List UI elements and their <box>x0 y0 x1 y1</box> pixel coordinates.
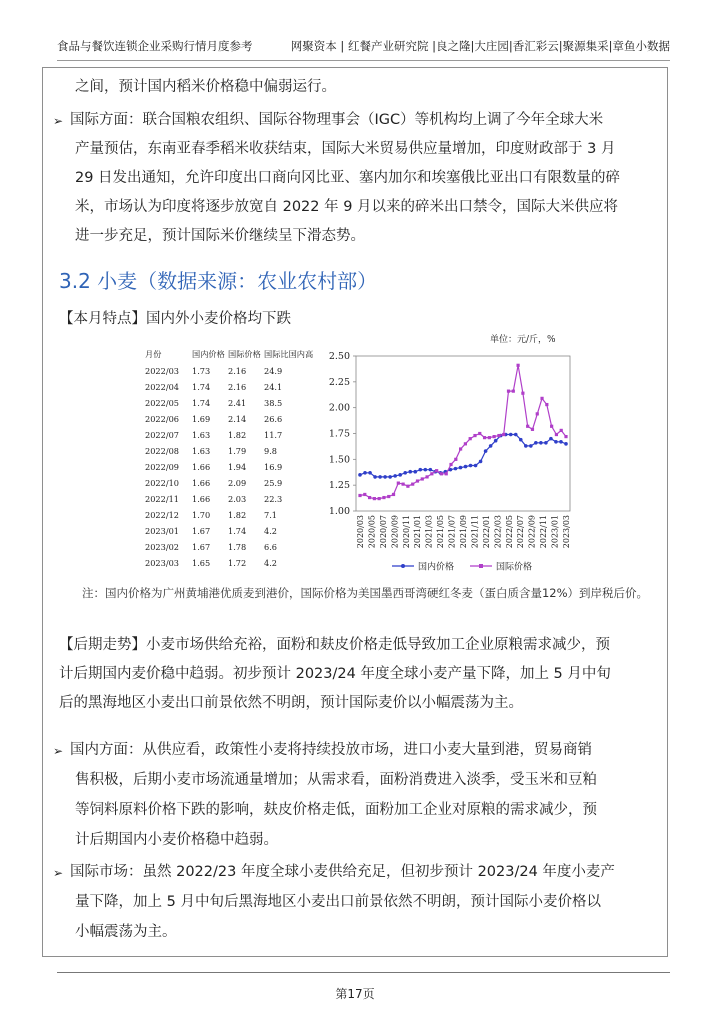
table-cell: 2.41 <box>228 398 247 408</box>
y-tick-label: 1.75 <box>328 428 350 440</box>
table-row <box>145 523 314 539</box>
table-cell: 2022/09 <box>145 462 180 472</box>
data-point <box>521 392 524 395</box>
table-cell: 2023/03 <box>145 558 180 568</box>
international-line-3: 小幅震荡为主。 <box>75 924 177 940</box>
table-cell: 1.79 <box>228 446 247 456</box>
data-point <box>421 477 424 480</box>
table-cell: 24.9 <box>264 366 283 376</box>
table-cell: 7.1 <box>264 510 278 520</box>
table-cell: 2023/01 <box>145 526 180 536</box>
outlook-line-2: 计后期国内麦价稳中趋弱。初步预计 2023/24 年度全球小麦产量下降，加上 5 月中旬 <box>59 666 611 682</box>
x-tick-label: 2022/09 <box>527 515 537 549</box>
data-point <box>406 485 409 488</box>
table-cell: 2022/11 <box>145 494 180 504</box>
table-cell: 16.9 <box>264 462 283 472</box>
data-point <box>524 444 528 448</box>
table-cell: 2022/03 <box>145 366 180 376</box>
data-point <box>564 435 567 438</box>
x-tick-label: 2020/09 <box>390 515 400 549</box>
data-point <box>368 496 371 499</box>
table-cell: 26.6 <box>264 414 283 424</box>
outlook-line-1: 【后期走势】小麦市场供给充裕，面粉和麸皮价格走低导致加工企业原粮需求减少，预 <box>59 637 610 653</box>
plot-area <box>356 356 570 511</box>
table-cell: 1.78 <box>228 542 247 552</box>
table-cell: 2022/06 <box>145 414 180 424</box>
table-cell: 24.1 <box>264 382 283 392</box>
international-line-2: 量下降，加上 5 月中旬后黑海地区小麦出口前景依然不明朗，预计国际小麦价格以 <box>75 894 601 910</box>
data-point <box>358 494 361 497</box>
table-cell: 2022/10 <box>145 478 180 488</box>
x-tick-label: 2020/03 <box>356 515 365 549</box>
x-tick-label: 2023/01 <box>550 515 560 549</box>
data-point <box>425 475 428 478</box>
data-point <box>529 444 533 448</box>
section-title: 3.2 小麦（数据来源：农业农村部） <box>59 269 378 293</box>
table-cell: 11.7 <box>264 430 283 440</box>
data-point <box>549 437 553 441</box>
table-cell: 2.16 <box>228 366 247 376</box>
data-point <box>519 438 523 442</box>
data-point <box>539 441 543 445</box>
intl-rice-line-2: 产量预估，东南亚春季稻米收获结束，国际大米贸易供应量增加，印度财政部于 3 月 <box>75 141 616 157</box>
data-point <box>540 397 543 400</box>
data-point <box>398 473 402 477</box>
outlook-line-3: 后的黑海地区小麦出口前景依然不明朗，预计国际麦价以小幅震荡为主。 <box>59 695 523 711</box>
data-point <box>378 475 382 479</box>
data-point <box>418 468 422 472</box>
x-tick-label: 2021/09 <box>459 515 468 549</box>
data-point <box>388 475 392 479</box>
table-cell: 6.6 <box>264 542 278 552</box>
data-point <box>478 432 481 435</box>
data-point <box>464 465 468 469</box>
bullet-icon: ➢ <box>53 866 64 880</box>
data-point <box>464 442 467 445</box>
page-number: 第17页 <box>335 987 375 1001</box>
table-cell: 1.74 <box>192 398 211 408</box>
header-right: 网聚资本 | 红餐产业研究院 |良之隆|大庄园|香汇彩云|聚源集采|章鱼小数据 <box>290 39 670 53</box>
x-tick-label: 2022/11 <box>539 515 549 549</box>
table-cell: 1.74 <box>192 382 211 392</box>
data-point <box>416 479 419 482</box>
x-tick-label: 2023/03 <box>562 515 571 549</box>
table-cell: 1.82 <box>228 430 247 440</box>
data-point <box>534 441 538 445</box>
table-row <box>145 475 314 491</box>
data-point <box>531 428 534 431</box>
data-point <box>473 434 476 437</box>
data-point <box>507 390 510 393</box>
x-tick-label: 2020/11 <box>401 515 411 549</box>
table-cell: 1.69 <box>192 414 211 424</box>
wheat-price-chart <box>320 340 580 578</box>
x-tick-label: 2020/07 <box>378 515 388 549</box>
table-row <box>145 443 314 459</box>
rice-domestic-tail: 之间，预计国内稻米价格稳中偏弱运行。 <box>75 79 336 95</box>
data-point <box>440 472 443 475</box>
legend-label: 国内价格 <box>418 562 455 573</box>
table-cell: 25.9 <box>264 478 283 488</box>
table-cell: 2.03 <box>228 494 247 504</box>
x-tick-label: 2022/05 <box>504 515 514 549</box>
data-point <box>564 442 568 446</box>
table-cell: 1.66 <box>192 462 211 472</box>
table-header-domestic: 国内价格 <box>192 348 225 359</box>
data-point <box>479 460 483 464</box>
data-point <box>560 429 563 432</box>
table-cell: 2.16 <box>228 382 247 392</box>
data-point <box>474 464 478 468</box>
data-point <box>526 425 529 428</box>
y-tick-label: 1.25 <box>328 480 350 492</box>
header-divider <box>57 60 670 61</box>
table-cell: 1.94 <box>228 462 247 472</box>
month-feature: 【本月特点】国内外小麦价格均下跌 <box>59 311 291 327</box>
legend-label: 国际价格 <box>496 562 533 573</box>
data-point <box>368 471 372 475</box>
data-point <box>459 466 463 470</box>
table-cell: 1.65 <box>192 558 211 568</box>
x-tick-label: 2021/03 <box>424 515 434 549</box>
data-point <box>494 439 498 443</box>
data-point <box>445 472 448 475</box>
data-point <box>459 447 462 450</box>
data-point <box>449 463 452 466</box>
y-tick-label: 1.50 <box>328 454 350 466</box>
international-line-1: 国际市场：虽然 2022/23 年度全球小麦供给充足，但初步预计 2023/24 年度小麦产 <box>70 864 615 880</box>
x-tick-label: 2022/07 <box>516 515 526 549</box>
data-point <box>536 412 539 415</box>
domestic-line-4: 计后期国内小麦价格稳中趋弱。 <box>75 832 278 848</box>
data-point <box>493 435 496 438</box>
data-point <box>393 474 397 478</box>
data-point <box>402 483 405 486</box>
table-cell: 1.73 <box>192 366 211 376</box>
data-point <box>545 403 548 406</box>
table-cell: 2022/12 <box>145 510 180 520</box>
domestic-line-3: 等饲料原料价格下跌的影响，麸皮价格走低，面粉加工企业对原粮的需求减少，预 <box>75 802 597 818</box>
footer-divider <box>57 972 670 973</box>
table-cell: 2022/04 <box>145 382 180 392</box>
data-point <box>373 497 376 500</box>
data-point <box>483 436 486 439</box>
data-point <box>430 472 433 475</box>
table-cell: 2.14 <box>228 414 247 424</box>
intl-rice-line-3: 29 日发出通知，允许印度出口商向冈比亚、塞内加尔和埃塞俄比亚出口有限数量的碎 <box>75 170 621 186</box>
data-point <box>358 473 362 477</box>
legend-marker <box>401 564 405 568</box>
data-point <box>516 364 519 367</box>
table-cell: 1.70 <box>192 510 211 520</box>
table-cell: 1.67 <box>192 526 211 536</box>
y-tick-label: 2.50 <box>328 351 350 362</box>
series-line-1 <box>360 365 566 498</box>
data-point <box>555 433 558 436</box>
data-point <box>403 471 407 475</box>
x-tick-label: 2020/05 <box>367 515 377 549</box>
table-cell: 1.66 <box>192 478 211 488</box>
data-point <box>544 441 548 445</box>
data-point <box>484 449 488 453</box>
data-point <box>502 433 505 436</box>
table-cell: 9.8 <box>264 446 278 456</box>
data-point <box>512 390 515 393</box>
bullet-icon: ➢ <box>53 744 64 758</box>
table-cell: 1.67 <box>192 542 211 552</box>
y-tick-label: 2.00 <box>328 402 350 414</box>
table-row <box>145 491 314 507</box>
series-line-0 <box>360 435 566 477</box>
x-tick-label: 2021/07 <box>447 515 457 549</box>
x-tick-label: 2021/11 <box>470 515 480 549</box>
header-left: 食品与餐饮连锁企业采购行情月度参考 <box>57 39 253 53</box>
chart-note: 注：国内价格为广州黄埔港优质麦到港价，国际价格为美国墨西哥湾硬红冬麦（蛋白质含量12%）到岸税后价。 <box>82 586 649 600</box>
data-point <box>489 444 493 448</box>
intl-rice-line-4: 米，市场认为印度将逐步放宽自 2022 年 9 月以来的碎米出口禁令，国际大米供应将 <box>75 199 619 215</box>
table-cell: 1.66 <box>192 494 211 504</box>
table-row <box>145 427 314 443</box>
data-point <box>363 471 367 475</box>
data-point <box>424 468 428 472</box>
data-point <box>387 495 390 498</box>
x-tick-label: 2021/05 <box>436 515 446 549</box>
table-row <box>145 411 314 427</box>
data-point <box>559 440 563 444</box>
table-cell: 38.5 <box>264 398 283 408</box>
domestic-line-2: 售积极，后期小麦市场流通量增加；从需求看，面粉消费进入淡季，受玉米和豆粕 <box>75 772 597 788</box>
data-point <box>550 425 553 428</box>
data-point <box>514 433 518 437</box>
intl-rice-line-1: 国际方面：联合国粮农组织、国际谷物理事会（IGC）等机构均上调了今年全球大米 <box>70 112 604 128</box>
table-row <box>145 363 314 379</box>
table-header-diff: 国际比国内高 <box>264 348 314 359</box>
table-row <box>145 539 314 555</box>
x-tick-label: 2021/01 <box>413 515 423 549</box>
intl-rice-line-5: 进一步充足，预计国际米价继续呈下滑态势。 <box>75 228 365 244</box>
data-point <box>392 493 395 496</box>
data-point <box>509 433 513 437</box>
data-point <box>363 493 366 496</box>
table-cell: 1.72 <box>228 558 247 568</box>
data-point <box>383 475 387 479</box>
table-cell: 1.74 <box>228 526 247 536</box>
data-point <box>497 434 500 437</box>
data-point <box>413 470 417 474</box>
data-point <box>469 437 472 440</box>
table-row <box>145 459 314 475</box>
data-point <box>378 497 381 500</box>
data-point <box>554 440 558 444</box>
table-cell: 1.63 <box>192 446 211 456</box>
y-tick-label: 1.00 <box>328 506 350 517</box>
table-cell: 22.3 <box>264 494 283 504</box>
table-cell: 2022/07 <box>145 430 180 440</box>
y-tick-label: 2.25 <box>328 376 350 388</box>
table-cell: 2022/08 <box>145 446 180 456</box>
data-point <box>408 470 412 474</box>
table-cell: 2022/05 <box>145 398 180 408</box>
data-point <box>454 458 457 461</box>
price-table <box>145 345 325 571</box>
data-point <box>382 496 385 499</box>
table-cell: 2023/02 <box>145 542 180 552</box>
table-cell: 1.63 <box>192 430 211 440</box>
data-point <box>373 475 377 479</box>
data-point <box>435 469 438 472</box>
x-tick-label: 2022/03 <box>493 515 503 549</box>
data-point <box>397 482 400 485</box>
table-header-international: 国际价格 <box>228 348 261 359</box>
table-row <box>145 507 314 523</box>
legend-marker <box>479 564 483 568</box>
table-row <box>145 395 314 411</box>
table-row <box>145 555 314 571</box>
table-cell: 4.2 <box>264 558 278 568</box>
data-point <box>488 436 491 439</box>
unit-label: 单位：元/斤，% <box>490 335 556 345</box>
data-point <box>469 464 473 468</box>
table-cell: 1.82 <box>228 510 247 520</box>
table-cell: 4.2 <box>264 526 278 536</box>
data-point <box>411 483 414 486</box>
x-tick-label: 2022/01 <box>481 515 491 549</box>
table-cell: 2.09 <box>228 478 247 488</box>
data-point <box>429 468 433 472</box>
table-header-month: 月份 <box>145 348 162 359</box>
table-row <box>145 379 314 395</box>
data-point <box>454 467 458 471</box>
bullet-icon: ➢ <box>53 114 64 128</box>
domestic-line-1: 国内方面：从供应看，政策性小麦将持续投放市场，进口小麦大量到港，贸易商销 <box>70 742 592 758</box>
